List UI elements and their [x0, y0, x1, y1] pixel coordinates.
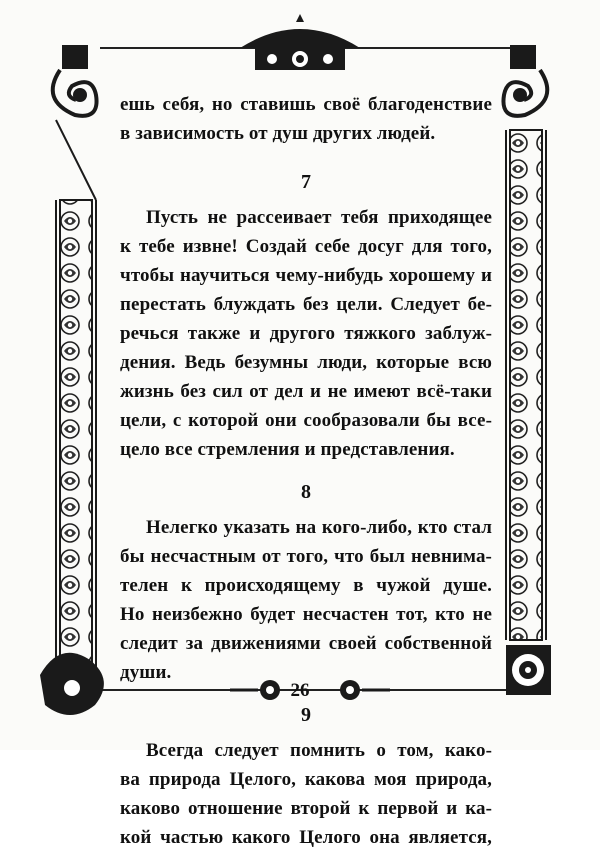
- text-line: чтобы научиться чему-нибудь хорошему и: [120, 265, 492, 286]
- text-line: речься также и другого тяжкого заблуж-: [120, 323, 492, 344]
- left-column-ornament: [40, 45, 104, 715]
- section-number: 9: [300, 704, 312, 726]
- section-number: 8: [300, 481, 312, 503]
- text-line: Нелегко указать на кого-либо, кто стал: [146, 517, 492, 538]
- text-line: ва природа Целого, какова моя природа,: [120, 769, 492, 790]
- text-line: Всегда следует помнить о том, како-: [146, 740, 492, 761]
- text-line: каково отношение второй к первой и ка-: [120, 798, 492, 819]
- text-line: к тебе извне! Создай себе досуг для того,: [120, 236, 492, 257]
- text-line: цело все стремления и представления.: [120, 439, 455, 460]
- body-text: [120, 90, 492, 852]
- text-line: кой частью какого Целого она является,: [120, 827, 492, 848]
- section-paragraph: [120, 203, 492, 464]
- text-line: в зависимость от душ других людей.: [120, 123, 436, 144]
- text-line: следит за движениями своей собственной: [120, 633, 492, 654]
- text-line: души.: [120, 662, 172, 683]
- text-line: дения. Ведь безумны люди, которые всю: [120, 352, 492, 373]
- text-line: ешь себя, но ставишь своё благоденствие: [120, 94, 492, 115]
- continuation-paragraph: [120, 90, 492, 148]
- text-line: телен к происходящему в чужой душе.: [120, 575, 492, 596]
- text-line: Но неизбежно будет несчастен тот, кто не: [120, 604, 492, 625]
- page-number: 26: [290, 680, 310, 701]
- section-paragraph: [120, 513, 492, 687]
- text-line: бы несчастным от того, что был невнима-: [120, 546, 492, 567]
- section-number: 7: [300, 171, 312, 193]
- text-line: Пусть не рассеивает тебя приходящее: [146, 207, 492, 228]
- right-column-ornament: [503, 45, 551, 695]
- text-line: перестать блуждать без цели. Следует бе-: [120, 294, 492, 315]
- text-line: жизнь без сил от дел и не имеют всё-таки: [120, 381, 492, 402]
- section-paragraph: [120, 736, 492, 852]
- top-crest-ornament: [240, 14, 360, 70]
- text-line: цели, с которой они сообразовали бы все-: [120, 410, 492, 431]
